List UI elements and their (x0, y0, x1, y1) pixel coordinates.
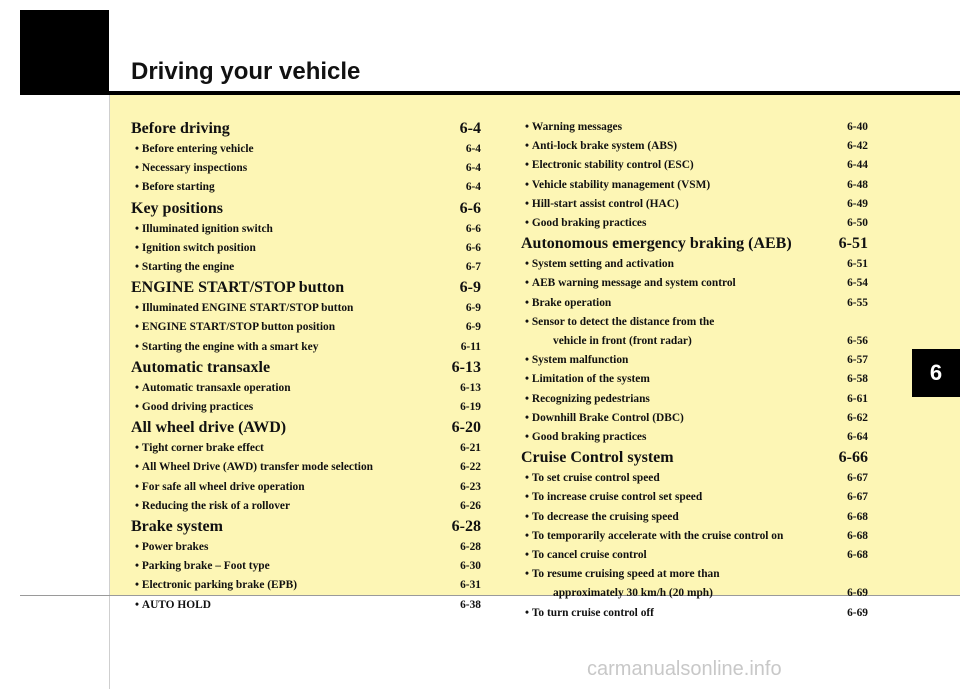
toc-item[interactable] (521, 351, 868, 370)
toc-item[interactable] (521, 156, 868, 175)
toc-item[interactable] (131, 596, 481, 615)
toc-left-column (131, 118, 481, 615)
item-page: 6-38 (460, 598, 481, 611)
item-text: • To cancel cruise control (525, 546, 647, 565)
item-text: • Downhill Brake Control (DBC) (525, 409, 684, 428)
section-title: ENGINE START/STOP button (131, 279, 345, 297)
item-page: 6-9 (465, 302, 481, 315)
item-text: • For safe all wheel drive operation (135, 478, 305, 497)
toc-section[interactable] (131, 198, 481, 220)
item-text: • System setting and activation (525, 255, 674, 274)
toc-section[interactable] (131, 357, 481, 379)
item-page: 6-4 (465, 181, 481, 194)
toc-section[interactable] (131, 516, 481, 538)
item-page: 6-69 (847, 606, 868, 619)
toc-item[interactable] (131, 299, 481, 318)
section-page: 6-9 (459, 279, 481, 297)
item-text: • Starting the engine with a smart key (135, 338, 318, 357)
item-page: 6-23 (460, 480, 481, 493)
section-page: 6-66 (838, 449, 868, 467)
toc-item[interactable] (521, 274, 868, 293)
toc-item[interactable] (131, 220, 481, 239)
item-text: • Good braking practices (525, 428, 646, 447)
item-page: 6-7 (465, 261, 481, 274)
item-text: • Recognizing pedestrians (525, 390, 650, 409)
toc-item[interactable] (521, 604, 868, 623)
item-text: • Brake operation (525, 294, 611, 313)
toc-item[interactable] (521, 176, 868, 195)
item-page: 6-55 (847, 296, 868, 309)
item-text: • ENGINE START/STOP button position (135, 318, 335, 337)
item-text: • To set cruise control speed (525, 469, 660, 488)
item-page: 6-44 (847, 159, 868, 172)
toc-item[interactable] (131, 159, 481, 178)
item-text: • Limitation of the system (525, 370, 650, 389)
item-text: • Electronic parking brake (EPB) (135, 576, 297, 595)
toc-item[interactable] (131, 338, 481, 357)
toc-item[interactable] (521, 370, 868, 389)
item-text: • Electronic stability control (ESC) (525, 156, 694, 175)
toc-item[interactable] (131, 458, 481, 477)
item-text: • Parking brake – Foot type (135, 557, 270, 576)
toc-section[interactable] (521, 447, 868, 469)
item-text: • Sensor to detect the distance from the (525, 316, 714, 328)
item-page: 6-6 (465, 241, 481, 254)
item-page: 6-67 (847, 472, 868, 485)
item-page: 6-28 (460, 541, 481, 554)
chapter-header-block (20, 10, 109, 95)
toc-item[interactable] (131, 576, 481, 595)
page-title: Driving your vehicle (131, 58, 361, 85)
item-text: • AUTO HOLD (135, 596, 211, 615)
toc-item[interactable] (521, 137, 868, 156)
item-text: • Good driving practices (135, 398, 253, 417)
toc-section[interactable] (131, 118, 481, 140)
toc-item[interactable] (131, 258, 481, 277)
item-page: 6-13 (460, 381, 481, 394)
toc-item[interactable] (131, 398, 481, 417)
toc-item[interactable] (131, 439, 481, 458)
toc-item[interactable] (131, 140, 481, 159)
item-text: • System malfunction (525, 351, 628, 370)
toc-item[interactable] (521, 118, 868, 137)
item-text: • Hill-start assist control (HAC) (525, 195, 679, 214)
item-text: • Automatic transaxle operation (135, 379, 291, 398)
item-text: • Illuminated ignition switch (135, 220, 273, 239)
item-page: 6-56 (847, 335, 868, 348)
item-text: • Warning messages (525, 118, 622, 137)
item-page: 6-54 (847, 277, 868, 290)
toc-item[interactable] (521, 294, 868, 313)
watermark: carmanualsonline.info (587, 658, 782, 680)
toc-item[interactable] (131, 538, 481, 557)
item-page: 6-51 (847, 258, 868, 271)
toc-section[interactable] (521, 233, 868, 255)
section-title: Autonomous emergency braking (AEB) (521, 235, 792, 253)
toc-item-multiline[interactable] (521, 313, 868, 351)
toc-item[interactable] (521, 508, 868, 527)
toc-item[interactable] (131, 178, 481, 197)
toc-right-column (521, 118, 868, 623)
item-page: 6-4 (465, 162, 481, 175)
section-title: Key positions (131, 199, 224, 217)
toc-item[interactable] (521, 428, 868, 447)
item-page: 6-48 (847, 178, 868, 191)
item-page: 6-22 (460, 461, 481, 474)
margin-divider (109, 95, 110, 689)
item-page: 6-31 (460, 579, 481, 592)
item-text: • Power brakes (135, 538, 208, 557)
toc-item[interactable] (521, 527, 868, 546)
section-title: Automatic transaxle (131, 358, 271, 376)
section-page: 6-4 (459, 120, 481, 137)
item-page: 6-69 (847, 587, 868, 600)
section-title: Before driving (131, 120, 230, 137)
item-page: 6-6 (465, 222, 481, 235)
item-text-continued: vehicle in front (front radar) (553, 335, 692, 348)
item-text: • To decrease the cruising speed (525, 508, 679, 527)
item-text: • All Wheel Drive (AWD) transfer mode selection (135, 458, 373, 477)
section-title: Cruise Control system (521, 449, 674, 467)
item-page: 6-30 (460, 560, 481, 573)
section-page: 6-13 (451, 358, 481, 376)
item-text: • To temporarily accelerate with the cruise control on (525, 527, 783, 546)
item-page: 6-62 (847, 411, 868, 424)
item-page: 6-11 (460, 340, 481, 353)
section-page: 6-6 (459, 199, 481, 217)
toc-item[interactable] (521, 214, 868, 233)
item-text: • Anti-lock brake system (ABS) (525, 137, 677, 156)
item-page: 6-64 (847, 431, 868, 444)
toc-section[interactable] (131, 277, 481, 299)
section-page: 6-20 (451, 419, 481, 437)
section-page: 6-28 (451, 518, 481, 536)
toc-item[interactable] (521, 255, 868, 274)
toc-item[interactable] (521, 488, 868, 507)
toc-item[interactable] (131, 318, 481, 337)
toc-item[interactable] (521, 195, 868, 214)
item-page: 6-57 (847, 354, 868, 367)
toc-item[interactable] (131, 557, 481, 576)
item-text: • AEB warning message and system control (525, 274, 736, 293)
chapter-tab[interactable]: 6 (912, 349, 960, 397)
item-page: 6-68 (847, 510, 868, 523)
item-text: • To increase cruise control set speed (525, 488, 702, 507)
section-title: All wheel drive (AWD) (131, 419, 287, 437)
section-page: 6-51 (838, 235, 868, 253)
item-text: • Tight corner brake effect (135, 439, 264, 458)
item-page: 6-9 (465, 321, 481, 334)
item-page: 6-26 (460, 499, 481, 512)
item-page: 6-4 (465, 143, 481, 155)
item-page: 6-42 (847, 140, 868, 153)
toc-item[interactable] (521, 409, 868, 428)
item-text: • Before entering vehicle (135, 140, 254, 159)
item-text: • To turn cruise control off (525, 604, 654, 623)
item-text: • Vehicle stability management (VSM) (525, 176, 710, 195)
toc-item[interactable] (131, 379, 481, 398)
toc-item[interactable] (131, 497, 481, 516)
item-page: 6-68 (847, 529, 868, 542)
item-text: • Necessary inspections (135, 159, 247, 178)
item-page: 6-19 (460, 401, 481, 414)
toc-item[interactable] (521, 546, 868, 565)
toc-item[interactable] (521, 469, 868, 488)
item-text: • Illuminated ENGINE START/STOP button (135, 299, 353, 318)
toc-item-multiline[interactable] (521, 565, 868, 603)
item-page: 6-61 (847, 392, 868, 405)
item-page: 6-58 (847, 373, 868, 386)
item-page: 6-40 (847, 121, 868, 133)
item-page: 6-50 (847, 217, 868, 230)
item-page: 6-21 (460, 442, 481, 455)
item-text: • Before starting (135, 178, 215, 197)
toc-item[interactable] (131, 478, 481, 497)
item-text: • To resume cruising speed at more than (525, 568, 720, 580)
toc-section[interactable] (131, 417, 481, 439)
toc-item[interactable] (131, 239, 481, 258)
item-page: 6-67 (847, 491, 868, 504)
item-text: • Good braking practices (525, 214, 646, 233)
item-text-continued: approximately 30 km/h (20 mph) (553, 587, 713, 600)
section-title: Brake system (131, 518, 223, 536)
item-text: • Reducing the risk of a rollover (135, 497, 290, 516)
toc-item[interactable] (521, 390, 868, 409)
item-text: • Starting the engine (135, 258, 234, 277)
item-page: 6-68 (847, 549, 868, 562)
item-page: 6-49 (847, 197, 868, 210)
item-text: • Ignition switch position (135, 239, 256, 258)
